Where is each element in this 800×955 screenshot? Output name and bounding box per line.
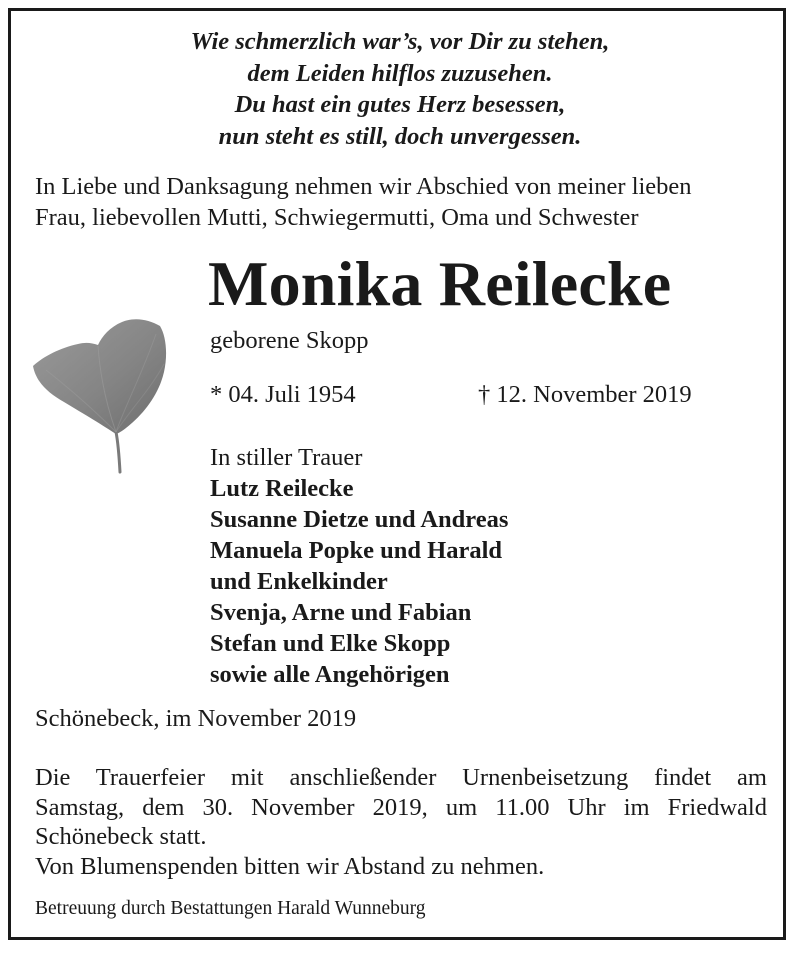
poem-line: Wie schmerzlich war’s, vor Dir zu stehen, <box>190 28 610 55</box>
undertaker-credit: Betreuung durch Bestattungen Harald Wunneburg <box>35 898 426 919</box>
ginkgo-leaf-icon <box>26 314 176 476</box>
intro-text <box>35 171 692 233</box>
mourner-name: Susanne Dietze und Andreas <box>210 506 509 533</box>
ceremony-line: Schönebeck statt. <box>35 823 207 850</box>
poem-line: Du hast ein gutes Herz besessen, <box>234 91 566 118</box>
intro-line: In Liebe und Danksagung nehmen wir Abschied von meiner lieben <box>35 173 692 200</box>
ceremony-line: Samstag, dem 30. November 2019, um 11.00 Uhr im Friedwald <box>35 793 767 821</box>
mourner-name: Svenja, Arne und Fabian <box>210 599 472 626</box>
place-date: Schönebeck, im November 2019 <box>35 705 357 732</box>
mourner-name: und Enkelkinder <box>210 568 388 595</box>
ceremony-text <box>35 763 767 881</box>
deceased-name: Monika Reilecke <box>208 248 672 319</box>
mourner-name: sowie alle Angehörigen <box>210 661 450 688</box>
birth-date: * 04. Juli 1954 <box>210 381 356 408</box>
mourner-name: Manuela Popke und Harald <box>210 537 503 564</box>
ceremony-line: Von Blumenspenden bitten wir Abstand zu nehmen. <box>35 852 545 880</box>
mourner-name: Stefan und Elke Skopp <box>210 630 451 657</box>
maiden-name: geborene Skopp <box>210 327 369 354</box>
poem <box>0 26 800 152</box>
poem-line: nun steht es still, doch unvergessen. <box>218 122 582 150</box>
death-date: † 12. November 2019 <box>478 381 692 408</box>
mourners-block <box>210 442 508 690</box>
ceremony-line: Die Trauerfeier mit anschließender Urnenbeisetzung findet am <box>35 764 767 791</box>
intro-line: Frau, liebevollen Mutti, Schwiegermutti, Oma und Schwester <box>35 204 639 231</box>
mourner-name: Lutz Reilecke <box>210 475 354 502</box>
mourners-heading: In stiller Trauer <box>210 444 363 471</box>
poem-line: dem Leiden hilflos zuzusehen. <box>247 59 553 87</box>
